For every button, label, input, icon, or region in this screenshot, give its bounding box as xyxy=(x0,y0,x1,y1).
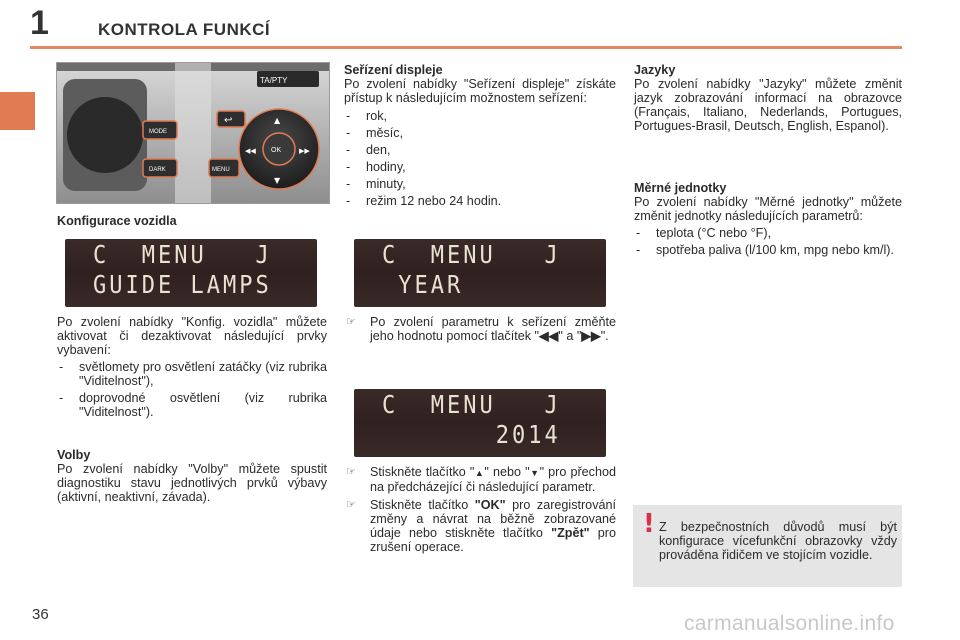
up-arrow-icon: ▲ xyxy=(274,116,281,125)
warning-text: Z bezpečnostních důvodů musí být konfigurace vícefunkční obrazovky vždy prováděna řidičem ve stojícím vozidle. xyxy=(659,520,897,562)
list-item: - teplota (°C nebo °F), xyxy=(634,226,902,240)
volby-text: Po zvolení nabídky "Volby" můžete spustit diagnostiku stavu jednotlivých prvků výbavy (aktivní, neaktivní, závada). xyxy=(57,462,327,504)
mode-button-label: MODE xyxy=(149,129,167,135)
languages-block xyxy=(634,63,902,133)
instruction-text: ". xyxy=(600,329,609,343)
forward-icon: ▶▶ xyxy=(299,147,310,155)
list-item: - světlomety pro osvětlení zatáčky (viz rubrika "Viditelnost"), xyxy=(57,360,327,388)
config-items-list xyxy=(57,360,327,419)
instruction-text: Po zvolení parametru k seřízení změňte jeho hodnotu pomocí tlačítek " xyxy=(370,315,616,343)
instruction-item xyxy=(344,465,616,494)
control-panel-photo xyxy=(56,62,330,204)
header-rule xyxy=(30,46,902,49)
steps-navigate-confirm xyxy=(344,465,616,554)
units-text: Po zvolení nabídky "Měrné jednotky" můžete změnit jednotky následujících parametrů: xyxy=(634,195,902,223)
list-item: - spotřeba paliva (l/100 km, mpg nebo km/l). xyxy=(634,243,902,257)
lcd-line-1: C MENU J xyxy=(382,391,561,420)
display-settings-list xyxy=(344,109,616,208)
lcd-line-2: YEAR xyxy=(382,271,464,300)
dark-button-label: DARK xyxy=(149,167,166,173)
down-arrow-icon: ▼ xyxy=(274,176,281,185)
forward-icon: ▶▶ xyxy=(581,329,601,343)
ok-button-label: OK xyxy=(271,147,282,154)
pen-icon: ☞ xyxy=(346,316,356,328)
step-change-value xyxy=(344,315,616,343)
config-intro: Po zvolení nabídky "Konfig. vozidla" můžete aktivovat či dezaktivovat následující prvky vybavení: xyxy=(57,315,327,357)
lcd-line-2: 2014 xyxy=(382,421,561,450)
lcd-line-1: C MENU J xyxy=(93,241,272,270)
instruction-text: " nebo " xyxy=(484,465,530,479)
languages-heading: Jazyky xyxy=(634,63,676,77)
instruction-text: " pro přechod na předcházející či následující parametr. xyxy=(370,465,616,494)
list-item: - rok, xyxy=(344,109,616,123)
warning-icon: ! xyxy=(643,509,655,539)
list-item: - den, xyxy=(344,143,616,157)
list-item: - hodiny, xyxy=(344,160,616,174)
rewind-icon: ◀◀ xyxy=(245,147,256,155)
ok-label: "OK" xyxy=(474,498,506,512)
instruction-text: Stiskněte tlačítko " xyxy=(370,465,475,479)
lcd-display-year xyxy=(354,239,606,307)
menu-button-label: MENU xyxy=(212,167,230,173)
ta-pty-label: TA/PTY xyxy=(260,76,288,85)
instruction-text: pro zaregistrování změny a návrat na běžně zobrazované údaje nebo stiskněte tlačítko xyxy=(370,498,616,540)
up-arrow-icon: ▲ xyxy=(474,468,485,478)
lcd-line-1: C MENU J xyxy=(382,241,561,270)
display-settings-intro: Po zvolení nabídky "Seřízení displeje" získáte přístup k následujícím možnostem seřízení: xyxy=(344,77,616,105)
lcd-display-guide-lamps xyxy=(65,239,317,307)
volby-block xyxy=(57,448,327,504)
down-arrow-icon: ▼ xyxy=(529,468,540,478)
control-panel-graphic xyxy=(57,63,329,203)
instruction-item xyxy=(344,315,616,343)
list-item: - režim 12 nebo 24 hodin. xyxy=(344,194,616,208)
chapter-number: 1 xyxy=(30,4,49,42)
list-item: - minuty, xyxy=(344,177,616,191)
pen-icon: ☞ xyxy=(346,499,356,511)
display-settings-heading: Seřízení displeje xyxy=(344,63,443,77)
back-arrow-icon: ↩ xyxy=(224,115,233,126)
display-settings-block xyxy=(344,63,616,211)
watermark: carmanualsonline.info xyxy=(684,612,895,635)
lcd-line-2: GUIDE LAMPS xyxy=(93,271,272,300)
units-heading: Měrné jednotky xyxy=(634,181,727,195)
languages-text: Po zvolení nabídky "Jazyky" můžete změnit jazyk zobrazování informací na obrazovce (Français, Italiano, Nederlands, Portugues, Portugues-Brasil, Deutsch, English, Espanol). xyxy=(634,77,902,133)
units-block xyxy=(634,181,902,260)
config-body xyxy=(57,315,327,422)
config-heading-block xyxy=(57,214,327,228)
units-list xyxy=(634,226,902,257)
config-heading: Konfigurace vozidla xyxy=(57,214,177,228)
warning-box xyxy=(633,505,902,587)
instruction-item xyxy=(344,498,616,554)
list-item: - doprovodné osvětlení (viz rubrika "Viditelnost"). xyxy=(57,391,327,419)
list-item: - měsíc, xyxy=(344,126,616,140)
volby-heading: Volby xyxy=(57,448,91,462)
instruction-text: pro zrušení operace. xyxy=(370,526,617,554)
rewind-icon: ◀◀ xyxy=(539,329,559,343)
chapter-side-tab xyxy=(0,92,35,130)
instruction-text: Stiskněte tlačítko xyxy=(370,498,475,512)
lcd-display-2014 xyxy=(354,389,606,457)
pen-icon: ☞ xyxy=(346,466,356,478)
back-label: "Zpět" xyxy=(551,526,590,540)
instruction-text: " a " xyxy=(558,329,582,343)
chapter-title: KONTROLA FUNKCÍ xyxy=(98,20,271,39)
page-number: 36 xyxy=(32,606,49,623)
